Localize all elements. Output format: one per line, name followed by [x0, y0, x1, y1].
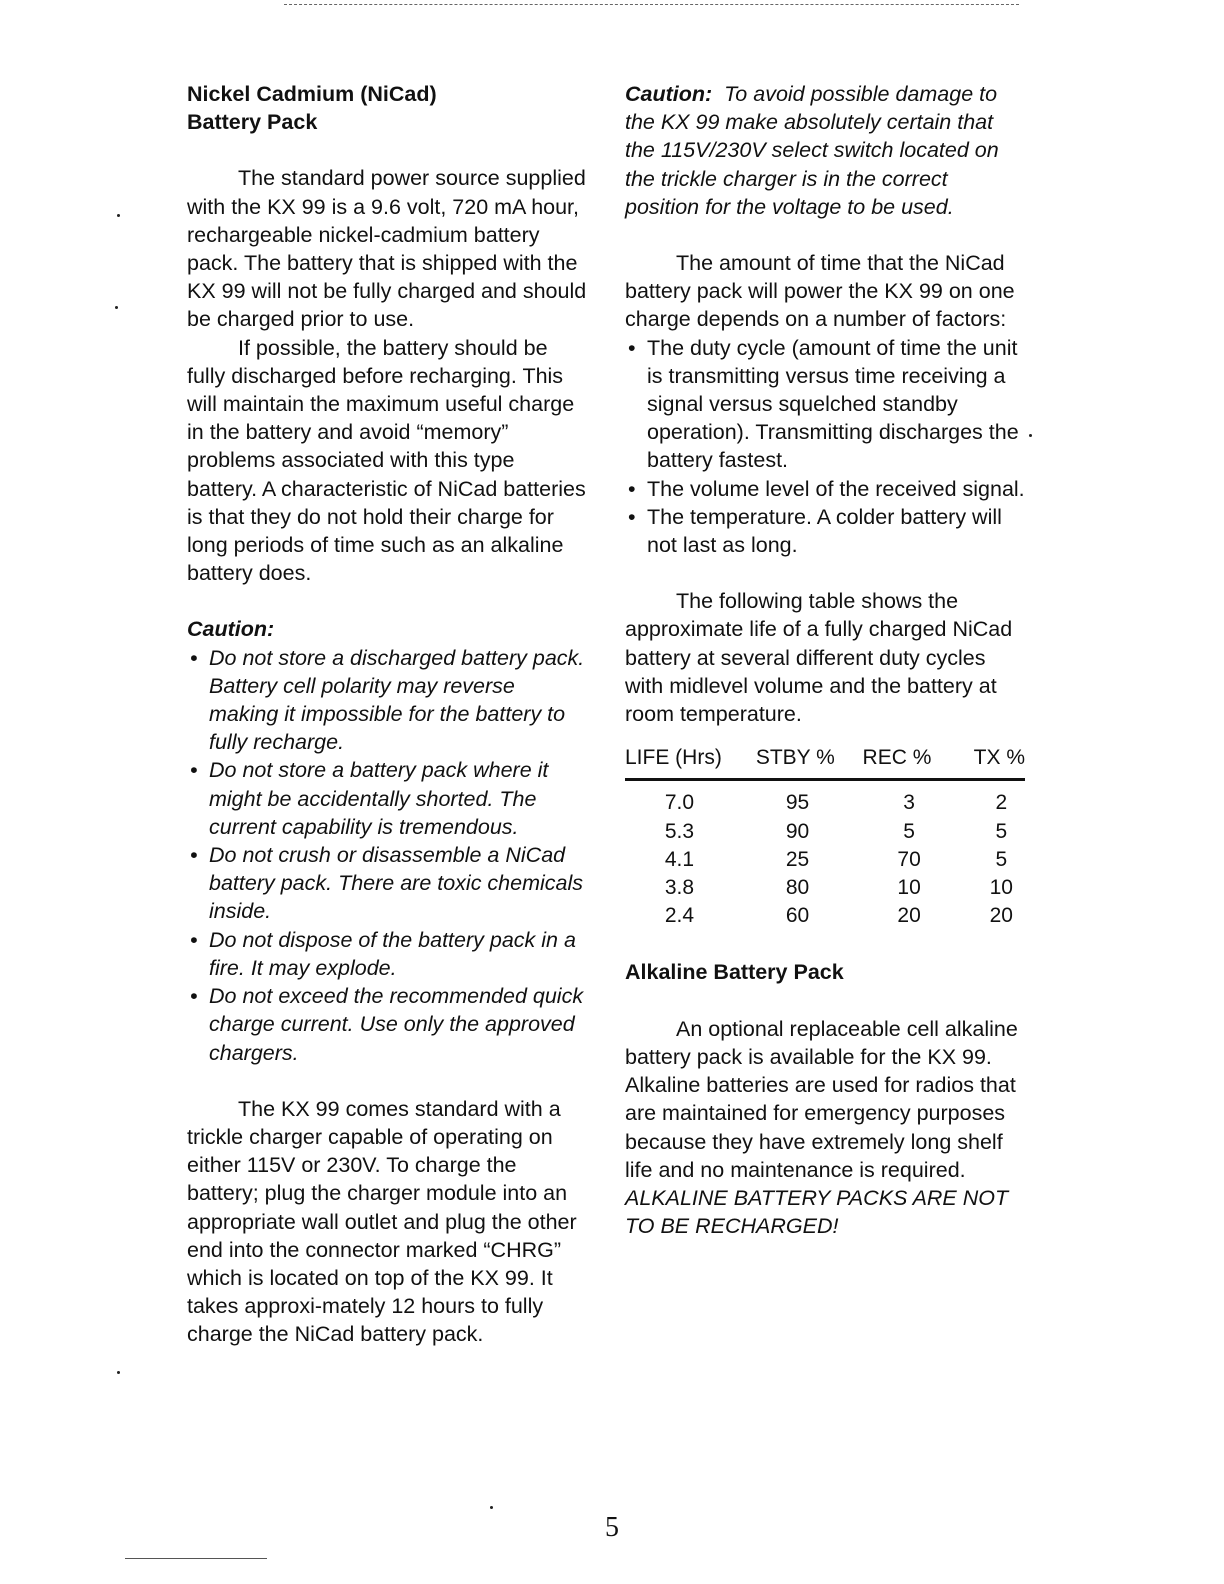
life-cell: 7.0: [664, 791, 695, 815]
table-row: [625, 874, 1025, 902]
scan-speck: [490, 1506, 493, 1509]
header-tx: TX %: [956, 740, 1025, 780]
life-cell: 5.3: [664, 819, 695, 843]
factor-item: • The temperature. A colder battery will not last as long.: [628, 504, 1002, 558]
caution-item: • Do not store a battery pack where it might be accidentally shorted. The current capability is tremendous.: [190, 758, 549, 839]
header-stby: STBY %: [756, 740, 863, 780]
tx-cell: 2: [995, 791, 1008, 815]
bottom-edge-rule: [125, 1558, 267, 1559]
top-edge-rule: [284, 4, 1019, 5]
header-rec: REC %: [863, 740, 956, 780]
scan-speck: [117, 1371, 120, 1374]
discharge-paragraph: If possible, the battery should be fully discharged before recharging. This will maintain the maximum useful charge in the battery and avoid “memory” problems associated with this type battery. A characteristic of NiCad batteries is that they do not hold their charge for long periods of time such as an alkaline battery does.: [187, 335, 586, 586]
caution-item: • Do not crush or disassemble a NiCad battery pack. There are toxic chemicals inside.: [190, 843, 584, 924]
bullet-icon: •: [628, 476, 636, 501]
scan-speck: [1029, 434, 1032, 437]
bullet-icon: •: [190, 984, 198, 1009]
voltage-caution-label: Caution:: [625, 82, 713, 106]
header-life: LIFE (Hrs): [625, 740, 756, 780]
factor-list: [625, 334, 1025, 560]
bullet-icon: •: [190, 758, 198, 783]
tx-cell: 5: [995, 847, 1008, 871]
trickle-charger-paragraph: The KX 99 comes standard with a trickle charger capable of operating on either 115V or 230V. To charge the battery; plug the charger module into an appropriate wall outlet and plug the other end into the connector marked “CHRG” which is located on top of the KX 99. It takes approxi-mately 12 hours to fully charge the NiCad battery pack.: [187, 1096, 577, 1347]
page-number: 5: [605, 1512, 619, 1543]
bullet-icon: •: [190, 927, 198, 952]
factor-item: • The duty cycle (amount of time the unit is transmitting versus time receiving a signal versus squelched standby operation). Transmitting discharges the battery fastest.: [628, 335, 1019, 473]
stby-cell: 90: [785, 819, 810, 843]
tx-cell: 10: [989, 876, 1013, 900]
rec-cell: 70: [897, 847, 921, 871]
table-header-row: [625, 740, 1025, 780]
nicad-heading-line-2: Battery Pack: [187, 110, 318, 135]
right-column: [625, 80, 1025, 1240]
stby-cell: 25: [785, 847, 810, 871]
table-intro-paragraph: The following table shows the approximate life of a fully charged NiCad battery at several different duty cycles with midlevel volume and the battery at room temperature.: [625, 589, 1013, 727]
bullet-icon: •: [628, 504, 636, 529]
nicad-heading-line-1: Nickel Cadmium (NiCad): [187, 82, 437, 106]
rec-cell: 10: [897, 876, 921, 900]
voltage-caution-text: To avoid possible damage to the KX 99 make absolutely certain that the 115V/230V select switch located on the trickle charger is in the correct position for the voltage to be used.: [625, 82, 999, 219]
life-cell: 4.1: [664, 847, 695, 871]
caution-list: [187, 644, 587, 1067]
nicad-heading: [187, 80, 587, 136]
tx-cell: 20: [989, 904, 1013, 928]
scan-speck: [117, 214, 120, 217]
caution-item: • Do not dispose of the battery pack in a fire. It may explode.: [190, 927, 576, 980]
bullet-icon: •: [190, 843, 198, 868]
stby-cell: 95: [785, 791, 810, 815]
life-cell: 2.4: [664, 904, 695, 928]
caution-item: • Do not store a discharged battery pack. Battery cell polarity may reverse making it impossible for the battery to fully recharge.: [190, 645, 585, 755]
rec-cell: 20: [897, 904, 921, 928]
bullet-icon: •: [190, 645, 198, 670]
tx-cell: 5: [995, 819, 1008, 843]
rec-cell: 5: [903, 819, 915, 843]
stby-cell: 60: [785, 904, 810, 928]
battery-life-table: [625, 740, 1025, 930]
alkaline-body: An optional replaceable cell alkaline battery pack is available for the KX 99. Alkaline batteries are used for radios that are maintained for emergency purposes because they have extremely long shelf life and no maintenance is required.: [625, 1016, 1018, 1182]
standard-power-paragraph: The standard power source supplied with the KX 99 is a 9.6 volt, 720 mA hour, rechargeable nickel-cadmium battery pack. The battery that is shipped with the KX 99 will not be fully charged and should be charged prior to use.: [187, 166, 587, 332]
rec-cell: 3: [903, 791, 915, 815]
table-row: [625, 780, 1025, 818]
voltage-caution: [625, 80, 1025, 221]
table-row: [625, 846, 1025, 874]
alkaline-paragraph: [625, 1015, 1025, 1241]
left-column: [187, 80, 587, 1349]
bullet-icon: •: [628, 335, 636, 360]
table-row: [625, 818, 1025, 846]
caution-label: Caution:: [187, 617, 275, 642]
stby-cell: 80: [785, 876, 810, 900]
alkaline-heading: Alkaline Battery Pack: [625, 960, 844, 985]
table-row: [625, 902, 1025, 930]
factor-item: • The volume level of the received signal.: [625, 475, 1025, 503]
run-time-paragraph: The amount of time that the NiCad battery pack will power the KX 99 on one charge depends on a number of factors:: [625, 251, 1015, 332]
scan-speck: [115, 306, 118, 309]
caution-item: • Do not exceed the recommended quick charge current. Use only the approved chargers.: [190, 984, 584, 1065]
alkaline-warning: ALKALINE BATTERY PACKS ARE NOT TO BE RECHARGED!: [625, 1185, 1009, 1239]
life-cell: 3.8: [664, 876, 695, 900]
